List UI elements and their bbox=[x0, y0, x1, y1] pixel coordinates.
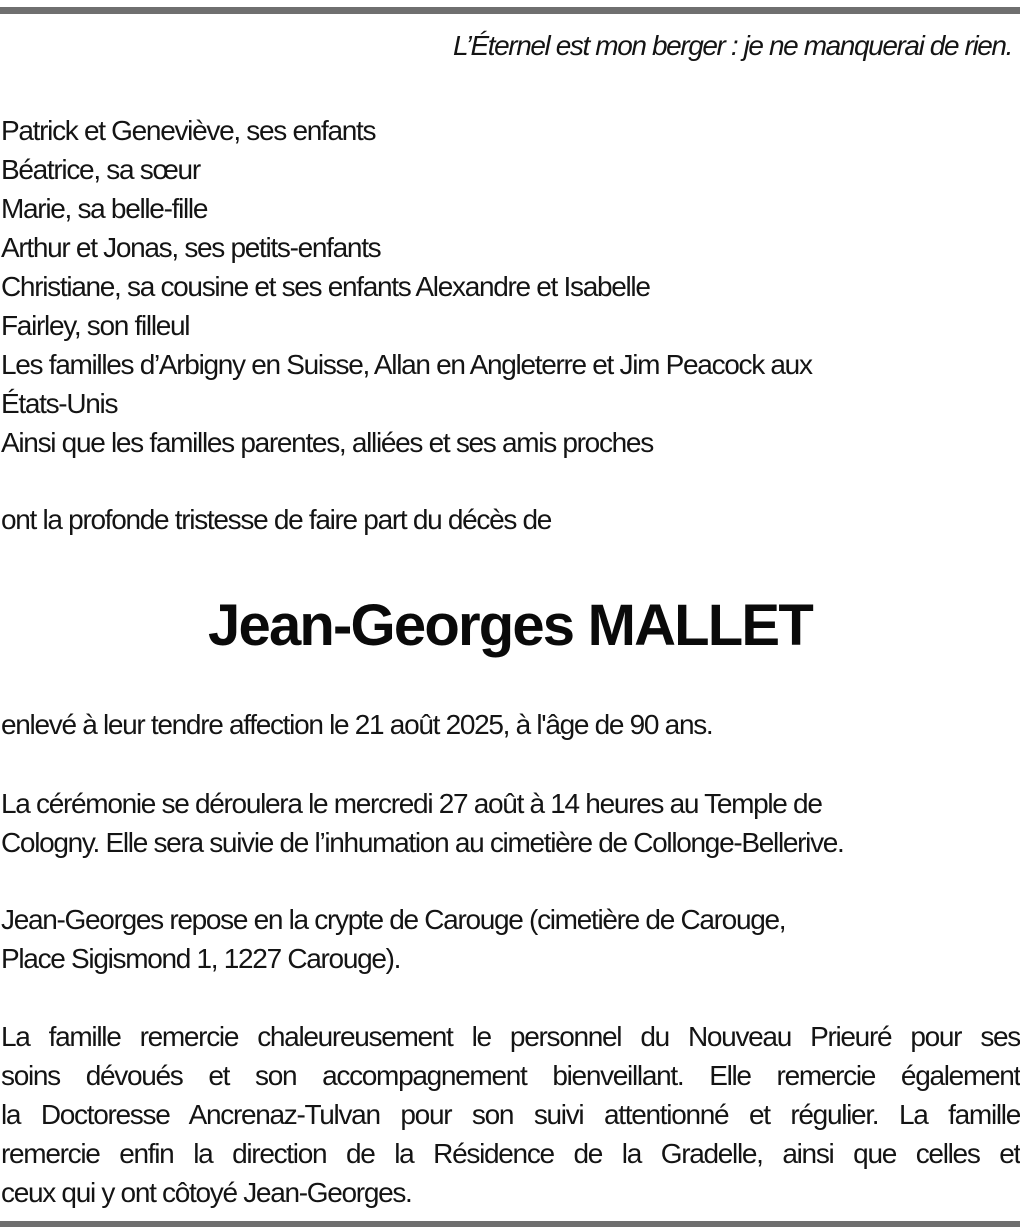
family-list bbox=[1, 111, 812, 462]
repose-line: Place Sigismond 1, 1227 Carouge). bbox=[1, 943, 401, 974]
thanks-line: la Doctoresse Ancrenaz-Tulvan pour son suivi attentionné et régulier. La famille bbox=[1, 1099, 1020, 1130]
family-line: États-Unis bbox=[1, 388, 118, 419]
family-line: Marie, sa belle-fille bbox=[1, 193, 208, 224]
thanks-line: La famille remercie chaleureusement le personnel du Nouveau Prieuré pour ses bbox=[1, 1021, 1020, 1052]
ceremony-line: Cologny. Elle sera suivie de l’inhumation au cimetière de Collonge-Bellerive. bbox=[1, 827, 844, 858]
bottom-divider bbox=[0, 1221, 1020, 1227]
death-notice bbox=[1, 705, 712, 744]
family-line: Patrick et Geneviève, ses enfants bbox=[1, 115, 376, 146]
announcement-intro bbox=[1, 500, 551, 539]
family-line: Béatrice, sa sœur bbox=[1, 154, 200, 185]
deceased-name: Jean-Georges MALLET bbox=[208, 593, 812, 658]
thanks-line: soins dévoués et son accompagnement bienveillant. Elle remercie également bbox=[1, 1060, 1020, 1091]
epigraph-verse: L’Éternel est mon berger : je ne manquerai de rien. bbox=[453, 30, 1012, 61]
family-line: Christiane, sa cousine et ses enfants Alexandre et Isabelle bbox=[1, 271, 650, 302]
repose-line: Jean-Georges repose en la crypte de Carouge (cimetière de Carouge, bbox=[1, 904, 786, 935]
repose-details bbox=[1, 900, 785, 978]
death-notice-text: enlevé à leur tendre affection le 21 août 2025, à l'âge de 90 ans. bbox=[1, 709, 713, 740]
family-line: Arthur et Jonas, ses petits-enfants bbox=[1, 232, 381, 263]
thanks-paragraph bbox=[1, 1017, 1020, 1212]
family-line: Ainsi que les familles parentes, alliées et ses amis proches bbox=[1, 427, 653, 458]
family-line: Les familles d’Arbigny en Suisse, Allan en Angleterre et Jim Peacock aux bbox=[1, 349, 812, 380]
ceremony-line: La cérémonie se déroulera le mercredi 27 août à 14 heures au Temple de bbox=[1, 788, 822, 819]
thanks-line: remercie enfin la direction de la Résidence de la Gradelle, ainsi que celles et bbox=[1, 1138, 1020, 1169]
thanks-line: ceux qui y ont côtoyé Jean-Georges. bbox=[1, 1177, 412, 1208]
intro-text: ont la profonde tristesse de faire part du décès de bbox=[1, 504, 552, 535]
family-line: Fairley, son filleul bbox=[1, 310, 190, 341]
top-divider bbox=[0, 7, 1020, 14]
ceremony-details bbox=[1, 784, 844, 862]
